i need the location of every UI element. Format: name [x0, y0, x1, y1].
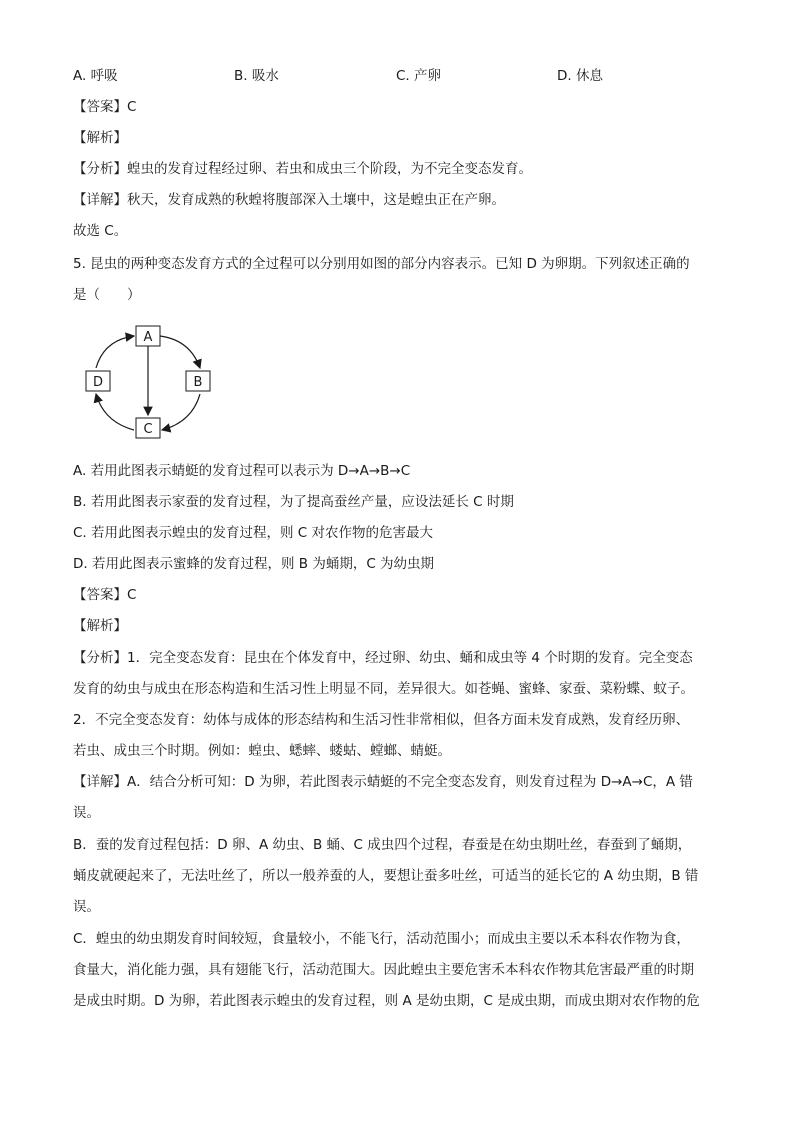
q5-analysis-line: 【分析】1．完全变态发育：昆虫在个体发育中，经过卵、幼虫、蛹和成虫等 4 个时期的发育。完全变态: [73, 650, 693, 666]
arrow-b-to-c: [162, 394, 200, 430]
node-a-label: A: [143, 330, 153, 345]
q4-answer: 【答案】C: [73, 99, 137, 115]
arrow-a-to-b: [160, 336, 200, 368]
life-cycle-diagram: [78, 318, 218, 442]
q4-option-b: B. 吸水: [234, 68, 279, 84]
q4-conclusion: 故选 C。: [73, 223, 128, 239]
node-b-label: B: [193, 375, 203, 390]
q5-analysis-line: 误。: [73, 805, 100, 821]
node-c-box: [136, 418, 160, 438]
arrow-d-to-a: [96, 336, 134, 368]
q4-detail: 【详解】秋天，发育成熟的秋蝗将腹部深入土壤中，这是蝗虫正在产卵。: [73, 192, 505, 208]
node-d-label: D: [92, 375, 104, 390]
q5-option-d: D. 若用此图表示蜜蜂的发育过程，则 B 为蛹期，C 为幼虫期: [73, 556, 435, 572]
node-b-box: [186, 371, 210, 391]
q5-analysis-line: 是成虫时期。D 为卵，若此图表示蝗虫的发育过程，则 A 是幼虫期，C 是成虫期，而成虫期对农作物的危: [73, 993, 700, 1009]
node-a-box: [136, 326, 160, 346]
q5-answer: 【答案】C: [73, 587, 137, 603]
q4-option-d: D. 休息: [557, 68, 603, 84]
q5-stem-line-1: 5. 昆虫的两种变态发育方式的全过程可以分别用如图的部分内容表示。已知 D 为卵期。下列叙述正确的: [73, 256, 690, 272]
q5-analysis-line: 食量大，消化能力强，具有翅能飞行，活动范围大。因此蝗虫主要危害禾本科农作物其危害最严重的时期: [73, 962, 694, 978]
q5-analysis-line: 若虫、成虫三个时期。例如：蝗虫、蟋蟀、蝼蛄、螳螂、蜻蜓。: [73, 743, 451, 759]
arrow-c-to-d: [96, 394, 134, 430]
q5-analysis-line: 蛹皮就硬起来了，无法吐丝了，所以一般养蚕的人，要想让蚕多吐丝，可适当的延长它的 A 幼虫期，B 错: [73, 868, 699, 884]
q4-analysis: 【分析】蝗虫的发育过程经过卵、若虫和成虫三个阶段，为不完全变态发育。: [73, 161, 532, 177]
q5-option-a: A. 若用此图表示蜻蜓的发育过程可以表示为 D→A→B→C: [73, 463, 411, 479]
q5-option-c: C. 若用此图表示蝗虫的发育过程，则 C 对农作物的危害最大: [73, 525, 434, 541]
node-c-label: C: [143, 422, 153, 437]
q5-analysis-line: B．蚕的发育过程包括：D 卵、A 幼虫、B 蛹、C 成虫四个过程，春蚕是在幼虫期吐丝，春蚕到了蛹期，: [73, 837, 692, 853]
q5-analysis-line: C．蝗虫的幼虫期发育时间较短，食量较小，不能飞行，活动范围小；而成虫主要以禾本科农作物为食，: [73, 931, 690, 947]
q5-analysis-line: 【详解】A．结合分析可知：D 为卵，若此图表示蜻蜓的不完全变态发育，则发育过程为 D→A→C，A 错: [73, 774, 693, 790]
node-d-box: [86, 371, 110, 391]
q5-option-b: B. 若用此图表示家蚕的发育过程，为了提高蚕丝产量，应设法延长 C 时期: [73, 494, 514, 510]
q4-option-c: C. 产卵: [396, 68, 442, 84]
q5-analysis-line: 误。: [73, 899, 100, 915]
q4-option-a: A. 呼吸: [73, 68, 118, 84]
q5-analysis-line: 发育的幼虫与成虫在形态构造和生活习性上明显不同，差异很大。如苍蝇、蜜蜂、家蚕、菜粉蝶、蚊子。: [73, 681, 694, 697]
q5-analysis-line: 2．不完全变态发育：幼体与成体的形态结构和生活习性非常相似，但各方面未发育成熟，发育经历卵、: [73, 712, 690, 728]
q5-stem-line-2: 是（ ）: [73, 287, 141, 303]
q4-analysis-header: 【解析】: [73, 130, 127, 146]
q5-analysis-header: 【解析】: [73, 618, 127, 634]
